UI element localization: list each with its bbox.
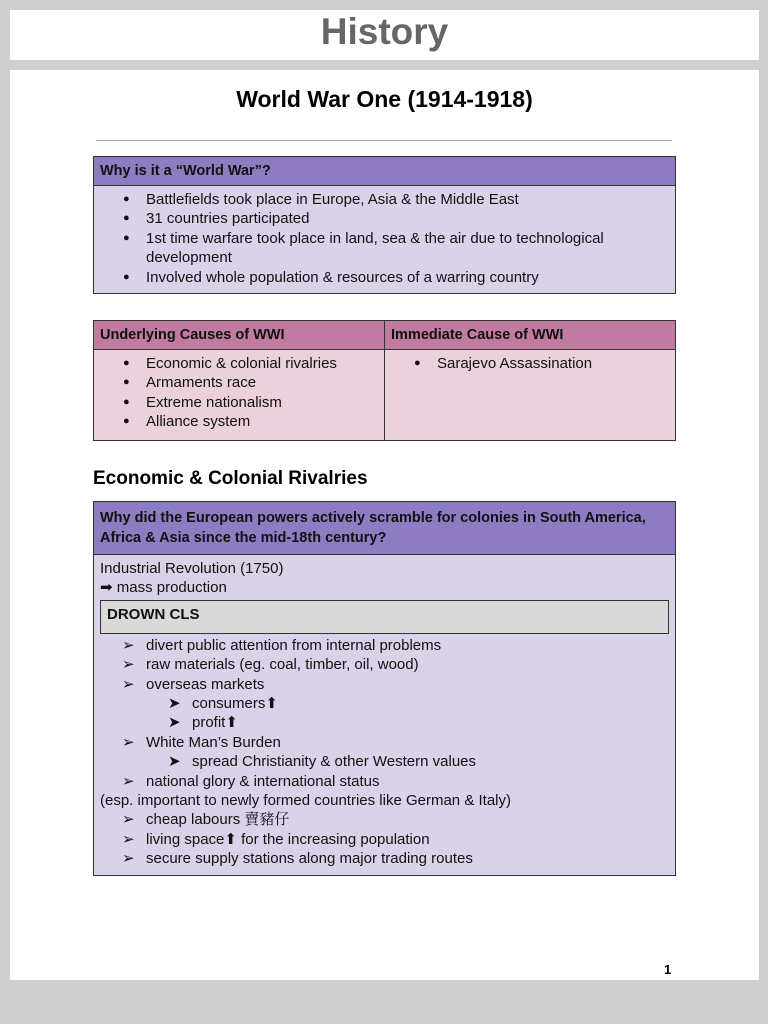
rivalries-question: Why did the European powers actively scramble for colonies in South America, Africa & Asia since the mid-18th century? <box>94 502 676 555</box>
causes-table <box>93 320 676 441</box>
immediate-cause-list <box>385 350 675 379</box>
list-item: ● Economic & colonial rivalries <box>146 354 378 373</box>
list-item: ➢ divert public attention from internal problems <box>122 636 442 654</box>
list-item: ● Extreme nationalism <box>146 393 378 412</box>
rivalries-body <box>94 555 675 875</box>
header-bar <box>10 10 759 60</box>
arrow-bullet-icon: ➤ <box>168 753 181 771</box>
arrow-bullet-icon: ➢ <box>122 675 135 693</box>
underlying-causes-list <box>94 350 384 440</box>
immediate-cause-heading: Immediate Cause of WWI <box>385 321 676 350</box>
intro-line: Industrial Revolution (1750) <box>100 560 284 577</box>
list-item: ● Battlefields took place in Europe, Asia & the Middle East <box>146 190 669 209</box>
list-item: ● Involved whole population & resources of a warring country <box>146 268 669 287</box>
list-item: ● 31 countries participated <box>146 209 669 228</box>
list-item: ➢ living space⬆ for the increasing population <box>122 830 430 848</box>
horizontal-rule <box>96 140 672 141</box>
list-item: ➢ cheap labours 賣豬仔 <box>122 811 290 829</box>
arrow-bullet-icon: ➤ <box>168 695 181 713</box>
list-item: ● Armaments race <box>146 373 378 392</box>
world-war-heading: Why is it a “World War”? <box>94 157 676 186</box>
list-item: ➢ White Man’s Burden <box>122 733 281 751</box>
list-item: ➢ raw materials (eg. coal, timber, oil, wood) <box>122 656 419 674</box>
list-item: ● Sarajevo Assassination <box>437 354 669 373</box>
list-item: ➢ secure supply stations along major trading routes <box>122 850 473 868</box>
list-item: ➢ national glory & international status <box>122 772 380 790</box>
list-item: ➤ profit⬆ <box>168 714 238 732</box>
section-heading: Economic & Colonial Rivalries <box>93 468 368 489</box>
note-line: (esp. important to newly formed countries like German & Italy) <box>100 792 511 810</box>
arrow-bullet-icon: ➢ <box>122 811 135 829</box>
arrow-bullet-icon: ➢ <box>122 830 135 848</box>
list-item: ➤ consumers⬆ <box>168 695 278 713</box>
arrow-bullet-icon: ➢ <box>122 656 135 674</box>
list-item: ● Alliance system <box>146 412 378 431</box>
drown-cls-box: DROWN CLS <box>100 600 669 634</box>
underlying-causes-heading: Underlying Causes of WWI <box>94 321 385 350</box>
list-item: ➤ spread Christianity & other Western values <box>168 753 477 771</box>
list-item: ● 1st time warfare took place in land, sea & the air due to technological development <box>146 229 669 268</box>
arrow-bullet-icon: ➢ <box>122 733 135 751</box>
arrow-bullet-icon: ➤ <box>168 714 181 732</box>
document-page <box>10 70 759 980</box>
world-war-box <box>93 156 676 294</box>
arrow-bullet-icon: ➢ <box>122 850 135 868</box>
document-title: World War One (1914-1918) <box>236 86 533 112</box>
arrow-bullet-icon: ➢ <box>122 636 135 654</box>
world-war-list <box>94 186 675 293</box>
arrow-bullet-icon: ➢ <box>122 772 135 790</box>
list-item: ➢ overseas markets <box>122 675 265 693</box>
page-number: 1 <box>664 962 672 977</box>
rivalries-box <box>93 501 676 876</box>
intro-line: ➡ mass production <box>100 579 227 597</box>
header-title: History <box>320 11 449 52</box>
